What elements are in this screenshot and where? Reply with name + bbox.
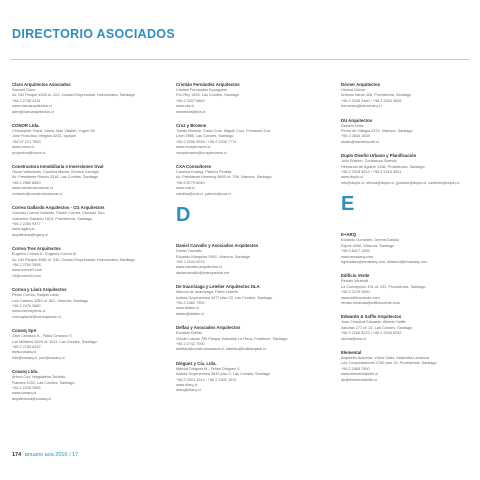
entry-detail: Asturias 271 of. 22, Las Condes, Santiago [341,325,413,330]
entry-detail: info@cosarq.cl, pce@cosarq.cl [12,355,65,360]
entry-name: Cosarq SpA [12,328,37,334]
directory-entry [12,164,124,197]
entry-detail: diarq@diarq.cl [176,388,201,393]
entry-detail: Danielo Urrte [341,123,364,128]
entry-detail: Isidora Goyenechea 3642 piso 2, Las Condes, Santiago [176,372,271,377]
page-footer [12,452,78,458]
entry-detail: +56 2 2206 3926 / +56 2 2206 7774 [176,139,237,144]
page-title: DIRECTORIO ASOCIADOS [12,27,175,41]
entry-detail: Hernando de Aguirre 1336, Providencia, Santiago [341,164,425,169]
entry-detail: dornerarq@dornerarq.cl [341,104,382,109]
entry-detail: +56 2 2276 2690 [341,290,370,295]
entry-detail: www.correayleniz.cl [12,309,46,314]
entry-detail: +56 2 2580 8660 [12,180,41,185]
directory-entry [12,82,135,115]
entry-detail: renato.miranda@edificioverde.com [341,300,400,305]
entry-name: E+ARQ [341,232,356,238]
entry-detail: Isidora Goyenechea 3477 piso 23, Las Condes, Santiago [176,295,273,300]
entry-detail: +56 2 2901 1014 / +56 2 2901 1015 [176,377,237,382]
entry-detail: www.correa3.com [12,268,43,273]
entry-detail: Helmut Dörner [341,88,366,92]
entry-name: Cosarq Ltda. [12,369,39,375]
entry-detail: www.cfa.cl [176,104,194,109]
entry-detail: La Concepción 191 of. 202, Providencia, Santiago [341,284,426,289]
entry-detail: www.emasarq.com [341,254,374,259]
section-letter: D [176,204,191,227]
entry-detail: Pedro Correa, Raquel Lániz [12,293,60,298]
entry-detail: www.cruzybrowne.cl [176,145,211,150]
entry-detail: Marcos de Iruarrizaga, Pablo Letelier [176,290,239,295]
entry-detail: Pedro de Villagra 2374, Vitacura, Santiago [341,129,413,134]
entry-detail: www.duplo.cl [341,175,364,180]
entry-detail: info@duplo.cl, oficina@duplo.cl, jpostion@duplo.cl, csoteldo@duplo.cl [341,180,460,185]
entry-name: Dórner Arquitectos [341,82,380,87]
entry-detail: Eduardo Marquina 3992, Vitacura, Santiago [176,254,250,259]
entry-detail: Óscar Valladares, Carolina Macier, Mónica Carvajal [12,170,99,175]
directory-entry [341,314,453,342]
entry-detail: www.conor.cl [12,145,35,150]
directory-entry [176,325,288,353]
entry-detail: +56 2 2742 7000 [176,341,205,346]
entry-detail: www.edificioverde.com [341,295,380,300]
entry-detail: www.cosarq.cl [12,391,37,396]
entry-detail: +56 2 2918 4612 / +56 2 2918 4531 [341,170,402,175]
directory-entry [12,246,135,279]
entry-detail: +56 2 2244 0074 [176,259,205,264]
section-letter: E [341,193,355,216]
directory-entry [176,164,288,197]
directory-entry [176,284,288,317]
entry-detail: +56 2 2763 6222 [12,345,41,349]
directory-entry [12,123,124,156]
entry-detail: +56 2 2760 2558 [12,262,41,267]
entry-detail: Eduardo González, Dennis Dasoul [341,238,400,243]
entry-name: Cristián Fernández Arquitectos [176,82,240,87]
edition-label: anuario aoa 2016 / 17 [24,452,79,458]
directory-entry [176,243,288,276]
entry-name: DU Arquitectos [341,117,373,123]
directory-entry [12,205,124,238]
entry-name: Edwardo & Saffie Arquitectos [341,314,402,320]
entry-detail: egonzalez@emasarq.com, ddasoul@emasarq.com [341,259,428,264]
directory-entry [176,123,288,156]
entry-detail: adm@claroarquitectos.cl [12,109,54,114]
entry-detail: proyectos@conor.cl [12,150,46,155]
entry-detail: Arturo Cox, Magdalena Zañartu [12,375,66,380]
entry-detail: +56 2 2208 3565 [12,386,41,391]
directory-entry [341,153,460,186]
entry-detail: Christopher Frank, María José Villalón, Yogne Sir [12,129,95,134]
entry-detail: +56 9 8775 8040 [176,180,205,185]
entry-detail: Juan Cristóbal Edwards, Alberto Saffie [341,320,406,325]
entry-detail: +56 2 2983 7500 [341,366,370,371]
directory-entry [341,273,453,306]
entry-detail: oficina@esa.cl [341,336,366,341]
entry-detail: Julio Pöstion, Constanza Soteldo [341,159,397,164]
entry-detail: José Francisco Vergara 3232, Iquique [12,134,76,139]
entry-detail: Tomás Browne, Fabio Cruz, Miguel Cruz, Fernando Cox [176,129,271,134]
entry-detail: Av. Del Parque 4928 of. 221, Ciudad Empresarial, Huechuraba, Santiago [12,93,135,98]
entry-detail: Eduardo Delfau [176,331,203,336]
entry-detail: Luis Carrera 1263 of. 301, Vitacura, Santiago [12,298,89,303]
page-number: 174 [12,452,22,458]
entry-detail: Fco Rey 1426, Las Condes, Santiago [176,93,240,98]
entry-detail: +56 9 8417 1306 [341,249,370,254]
entry-detail: Los Militares 5620 of. 1011, Las Condes, Santiago [12,339,97,344]
directory-entry [176,361,288,394]
entry-name: Edificio Verde [341,273,370,279]
entry-detail: +56 2 2206 5222 / +56 2 2206 5232 [341,331,402,336]
entry-detail: www.claroarquitectos.cl [12,104,52,109]
entry-detail: ah@elementalchile.cl [341,377,378,382]
entry-detail: cruzybrowne@cruzybrowne.cl [176,150,227,155]
entry-detail: Renato Miranda [341,279,369,284]
directory-entry [12,328,124,361]
directory-column-3 [341,82,460,391]
entry-detail: correaylaniz@correayleniz.cl [12,314,61,319]
directory-entry [12,287,124,320]
entry-detail: www.elementalchile.cl [341,372,379,377]
entry-detail: Marcial Diéguez M., Felipe Diéguez V. [176,366,241,371]
entry-name: Correa Tres Arquitectos [12,246,61,252]
entry-detail: www.cosarq.cl [12,350,37,355]
entry-detail: edelfau@constructoralacd.cl, edelfau@buildarqasb.cl [176,347,266,352]
entry-detail: www.cxa.cl [176,186,195,191]
entry-detail: Gonzalo Correa Gallardo, Pastor Correa, Gonzalo Toro [12,211,105,216]
entry-detail: Eugenio Correa A., Eugenio Correa M. [12,252,78,257]
entry-detail: +56 2 2840 1608 [341,134,370,139]
entry-detail: www.cgarq.cl [12,227,35,232]
entry-detail: c3@correa3.com [12,273,41,278]
entry-name: Diéguez y Cía. Ltda. [176,360,217,366]
entry-detail: Espoz 4066, Vitacura, Santiago [341,243,395,248]
entry-detail: Galvarino Gallardo 1614, Providencia, Santiago [12,216,93,221]
entry-detail: Alejandro Aravena, Víctor Oddó, Alejandra Larrarece [341,355,430,360]
entry-name: Correa Gallardo Arquitectos - CG Arquitectos [12,205,105,211]
directory-entry [12,369,124,402]
entry-name: Claro Arquitectos Asociados [12,82,71,87]
directory-entry [341,82,453,110]
directory-entry [341,232,453,265]
entry-name: Delfau y Asociados Arquitectos [176,325,241,331]
entry-detail: Los Conquistadores 1700 piso 25, Providencia, Santiago [341,361,437,366]
entry-name: Daniel Carvallo y Asociados Arquitectos [176,243,259,249]
entry-name: Cruz y Browne [176,123,207,129]
entry-detail: Volcán Lascar 790 Parque Industrial La Reca, Pudahuel, Santiago [176,336,288,341]
entry-name: Elemental [341,349,362,355]
directory-entry [176,82,288,115]
directory-entry [341,118,453,146]
entry-detail: contacto@constructoraoval.cl [12,191,62,196]
entry-detail: www.dlatec.cl [176,306,199,311]
header-rule [10,59,470,60]
entry-detail: José Cevasco K., Pablo Cevasco S. [12,334,73,339]
entry-detail: +56 2 2738 4116 [12,98,41,103]
directory-column-2 [176,82,288,402]
entry-detail: studio@danielourrte.cl [341,139,379,144]
entry-detail: Av. Del Parque 4980 of. 330, Ciudad Empresarial, Huechuraba, Santiago [12,257,135,262]
entry-detail: carolina@cxa.cl, patricio@cxa.cl [176,191,231,196]
entry-name: De Iruarrizaga y Letelier Arquitectos DLA [176,284,260,290]
entry-name: Correa y Lániz Arquitectos [12,287,67,293]
entry-detail: +56 2 2264 9377 [12,221,41,226]
entry-detail: Av. Presidente Kennedy 5600 of. 708, Vitacura, Santiago [176,175,272,180]
entry-detail: Daniel Carvallo [176,249,202,254]
entry-detail: www.carvallo-arquitectos.cl [176,265,222,270]
entry-detail: Antonio Varas 328, Providencia, Santiago [341,93,412,98]
directory-entry [341,350,453,383]
entry-detail: Carolina Krampj, Patricio Peralta [176,170,232,175]
entry-detail: Flandes 1001, Las Condes, Santiago [12,380,75,385]
entry-name: CXA Consultores [176,164,212,170]
entry-detail: +56 57 221 7553 [12,139,41,144]
entry-name: Duplo Diseño Urbano y Planificación [341,153,417,159]
entry-detail: Av. Presidente Riesco 3318, Las Condes, Santiago [12,175,98,180]
entry-detail: www.diarq.cl [176,383,198,387]
entry-detail: www.constructoraoval.cl [12,186,53,191]
entry-detail: Samuel Claro [12,88,36,92]
entry-detail: Cristián Fernández Eyzaguirre [176,88,228,92]
entry-detail: +56 2 2235 2460 / +56 2 2264 3608 [341,98,402,103]
entry-detail: secretaria@cfa.cl [176,109,206,114]
entry-detail: arquitectura@cosarq.cl [12,396,52,401]
entry-detail: danielcarvallo@manquehue.net [176,270,230,275]
entry-detail: +56 2 2476 3880 [12,303,41,308]
entry-detail: dlatec@dlatec.cl [176,311,204,316]
entry-detail: +56 2 2482 7300 [176,300,205,305]
entry-detail: +56 2 2207 6862 [176,98,205,103]
directory-column-1 [12,82,135,410]
entry-detail: arquitectos@cgarq.cl [12,232,48,237]
entry-name: CONOR Ltda. [12,123,40,129]
entry-name: Constructora Inmobiliaria e Inversiones Oval [12,164,104,170]
entry-detail: León 3985, Las Condes, Santiago [176,134,234,139]
